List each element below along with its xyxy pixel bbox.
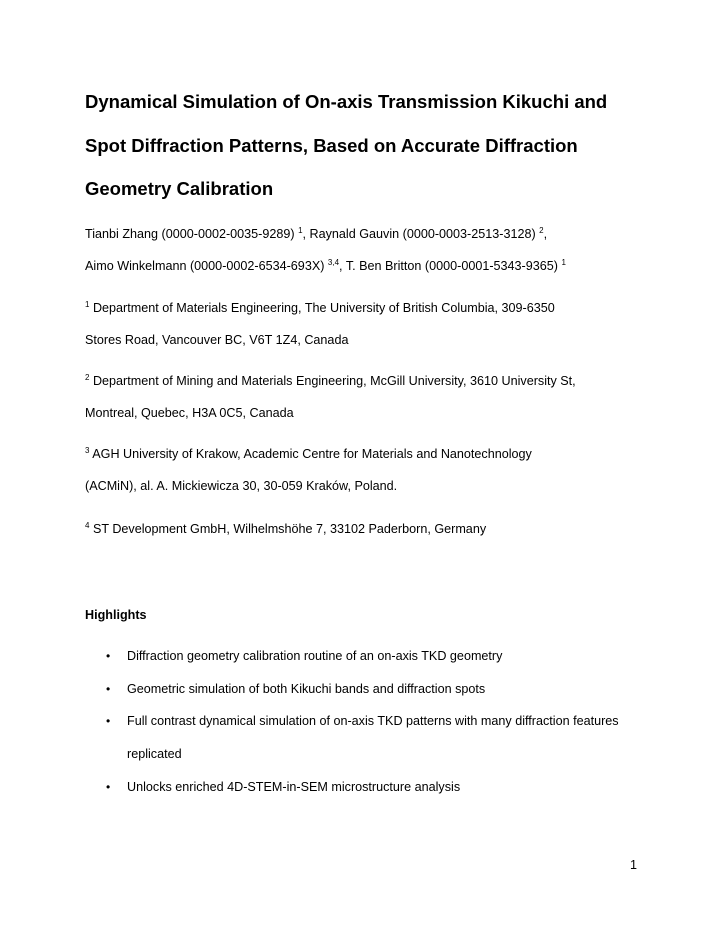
affiliation-text: Stores Road, Vancouver BC, V6T 1Z4, Canada [85,333,349,347]
affiliation-marker: 2 [539,226,544,235]
paper-title [85,80,645,211]
affiliation-text: AGH University of Krakow, Academic Centre for Materials and Nanotechnology [92,447,532,461]
affiliation-number: 1 [85,300,90,309]
affiliation [85,365,645,429]
highlight-item [85,771,645,804]
affiliation-text: (ACMiN), al. A. Mickiewicza 30, 30-059 Kraków, Poland. [85,479,398,493]
affiliation-number: 2 [85,373,90,382]
highlight-text: Geometric simulation of both Kikuchi bands and diffraction spots [127,681,486,696]
author-line [85,218,645,250]
title-line: Geometry Calibration [85,178,274,199]
title-line: Spot Diffraction Patterns, Based on Accurate Diffraction [85,134,578,156]
author-list [85,218,645,282]
highlight-item [85,640,645,673]
page-number: 1 [629,858,637,872]
affiliation-marker: 3,4 [327,258,340,267]
highlight-item [85,705,645,770]
affiliation-marker: 1 [561,258,566,267]
paper-page [85,0,645,932]
author-name: , T. Ben Britton (0000-0001-5343-9365) [339,259,562,273]
affiliation-text: Department of Materials Engineering, The University of British Columbia, 309-6350 [92,301,555,315]
highlight-text: Full contrast dynamical simulation of on-axis TKD patterns with many diffraction features replicated [127,714,619,762]
affiliation [85,292,645,356]
affiliation-marker: 1 [298,226,303,235]
author-name: , Raynald Gauvin (0000-0003-2513-3128) [302,227,540,241]
title-line: Dynamical Simulation of On-axis Transmission Kikuchi and [85,91,608,112]
highlight-item [85,673,645,706]
author-line [85,250,645,282]
affiliation-text: ST Development GmbH, Wilhelmshöhe 7, 33102 Paderborn, Germany [92,522,487,536]
author-name: Aimo Winkelmann (0000-0002-6534-693X) [85,259,328,273]
bullet-icon: • [106,649,111,663]
bullet-icon: • [106,714,111,729]
highlights-list [85,640,645,804]
affiliation-number: 3 [85,446,90,455]
highlight-text: Unlocks enriched 4D-STEM-in-SEM microstructure analysis [127,779,461,794]
highlights-heading: Highlights [85,608,147,622]
affiliation [85,438,645,502]
affiliation-text: Department of Mining and Materials Engineering, McGill University, 3610 University St, [92,374,576,388]
affiliation [85,513,645,545]
affiliation-number: 4 [85,521,90,530]
bullet-icon: • [106,681,111,696]
affiliation-text: Montreal, Quebec, H3A 0C5, Canada [85,406,294,420]
bullet-icon: • [106,779,111,794]
author-separator: , [543,227,548,241]
author-name: Tianbi Zhang (0000-0002-0035-9289) [85,227,299,241]
highlight-text: Diffraction geometry calibration routine of an on-axis TKD geometry [127,649,503,663]
